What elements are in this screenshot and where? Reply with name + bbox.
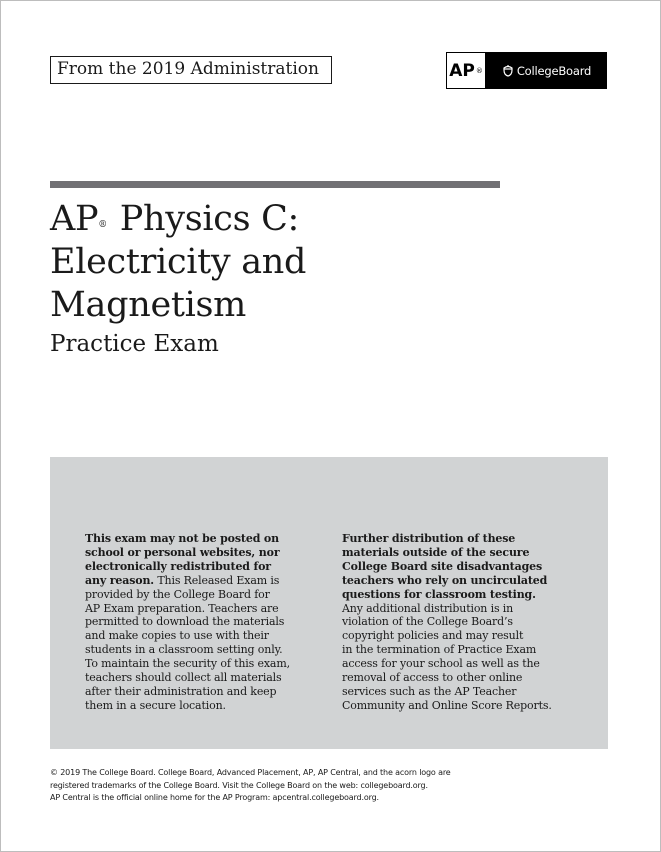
- notice-left-line: after their administration and keep: [85, 684, 277, 698]
- notice-box: [50, 457, 608, 749]
- notice-left-mixed-rest: This Released Exam is: [153, 573, 280, 587]
- notice-right-line: violation of the College Board’s: [342, 615, 513, 629]
- notice-left-bold-line: school or personal websites, nor: [85, 545, 280, 559]
- collegeboard-logo-text: CollegeBoard: [516, 63, 592, 78]
- notice-left-bold-line: electronically redistributed for: [85, 559, 271, 573]
- notice-right-line: Community and Online Score Reports.: [342, 698, 552, 712]
- title-ap: AP: [50, 199, 99, 239]
- notice-left-line: To maintain the security of this exam,: [85, 657, 290, 671]
- notice-left-line: teachers should collect all materials: [85, 671, 282, 685]
- copyright-footer: [50, 767, 451, 805]
- title-line-3: Magnetism: [50, 285, 247, 325]
- notice-right-line: services such as the AP Teacher: [342, 684, 517, 698]
- notice-right-line: in the termination of Practice Exam: [342, 643, 537, 657]
- notice-right-line: removal of access to other online: [342, 671, 523, 685]
- notice-left-line: and make copies to use with their: [85, 629, 269, 643]
- notice-left-mixed-line: [85, 574, 290, 588]
- notice-right-column: [342, 532, 552, 713]
- administration-label: From the 2019 Administration: [50, 56, 332, 84]
- notice-left-bold-line: This exam may not be posted on: [85, 532, 279, 545]
- ap-logo-text: AP: [449, 60, 475, 81]
- notice-right-bold-line: teachers who rely on uncirculated: [342, 573, 548, 587]
- notice-right-bold-line: questions for classroom testing.: [342, 587, 536, 601]
- acorn-icon: [502, 64, 514, 77]
- title-rule: [50, 181, 500, 188]
- notice-left-column: [85, 532, 290, 713]
- footer-line: registered trademarks of the College Board. Visit the College Board on the web: collegeboard.org.: [50, 780, 428, 790]
- notice-left-line: provided by the College Board for: [85, 587, 270, 601]
- title-line-2: Electricity and: [50, 242, 307, 282]
- notice-right-line: access for your school as well as the: [342, 657, 540, 671]
- title-ap-mark: ®: [98, 220, 107, 230]
- ap-collegeboard-logo: [446, 52, 607, 89]
- notice-right-bold-line: College Board site disadvantages: [342, 559, 543, 573]
- notice-right-bold-line: Further distribution of these: [342, 532, 516, 545]
- title-line-1: [50, 198, 370, 241]
- notice-left-line: AP Exam preparation. Teachers are: [85, 601, 279, 615]
- ap-logo: [446, 52, 486, 89]
- title-line-1-rest: Physics C:: [119, 199, 300, 239]
- notice-left-line: them in a secure location.: [85, 698, 226, 712]
- footer-line: © 2019 The College Board. College Board, Advanced Placement, AP, AP Central, and the acorn logo are: [50, 768, 451, 777]
- collegeboard-logo: [486, 64, 607, 78]
- footer-line: AP Central is the official online home for the AP Program: apcentral.collegeboard.org.: [50, 793, 379, 802]
- notice-right-bold-line: materials outside of the secure: [342, 545, 530, 559]
- notice-right-line: copyright policies and may result: [342, 629, 524, 643]
- exam-title: [50, 198, 370, 327]
- ap-logo-mark: ®: [475, 66, 483, 75]
- notice-left-line: students in a classroom setting only.: [85, 643, 283, 657]
- notice-right-line: Any additional distribution is in: [342, 601, 514, 615]
- notice-left-mixed-bold: any reason.: [85, 573, 154, 587]
- notice-left-line: permitted to download the materials: [85, 615, 285, 629]
- exam-subtitle: Practice Exam: [50, 331, 219, 357]
